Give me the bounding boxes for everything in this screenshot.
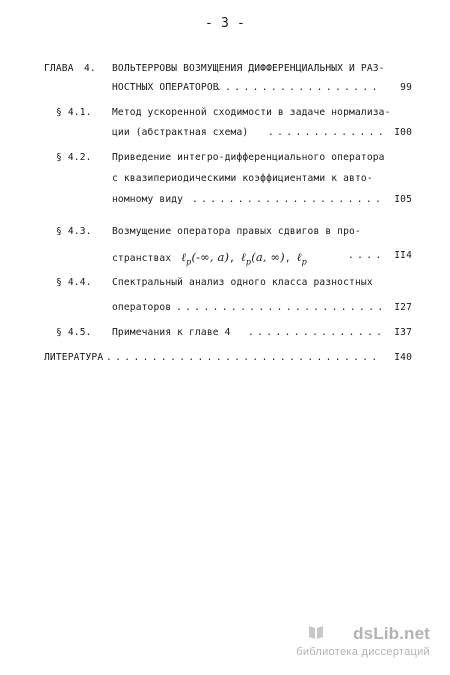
toc-leader-dots: [106, 352, 382, 363]
watermark-tagline: библиотека диссертаций: [296, 646, 430, 658]
chapter-number: 4.: [84, 63, 96, 74]
section-title-line1: Возмущение оператора правых сдвигов в про-: [112, 226, 361, 237]
section-number: § 4.4.: [56, 277, 92, 288]
section-number: § 4.5.: [56, 327, 92, 338]
section-number: § 4.1.: [56, 107, 92, 118]
section-title-line1: Примечания к главе 4: [112, 327, 231, 338]
math-space-lp: ℓ$_p$: [296, 250, 307, 267]
section-title-line2: операторов: [112, 302, 172, 313]
book-logo-icon: [306, 622, 326, 642]
section-title-line2: странствах ℓ$_p$(-∞, a), ℓ$_p$(a, ∞), ℓ$_p$: [112, 250, 307, 267]
watermark-logo: dsLib.net: [353, 624, 430, 643]
section-page: I37: [394, 327, 412, 338]
toc-leader-dots: [176, 302, 382, 313]
section-title-line1: Спектральный анализ одного класса разностных: [112, 277, 373, 288]
math-space-lp-neg: ℓ$_p$(-∞, a): [181, 250, 230, 267]
page-number: - 3 -: [205, 16, 245, 31]
section-title-prefix: странствах: [112, 253, 172, 264]
section-number: § 4.2.: [56, 152, 92, 163]
toc-leader-dots: [268, 127, 382, 138]
section-page: I00: [394, 127, 412, 138]
section-title-line3: номному виду: [112, 194, 184, 205]
section-page: I27: [394, 302, 412, 313]
chapter-title-line2: НОСТНЫХ ОПЕРАТОРОВ: [112, 82, 219, 93]
section-page: I05: [394, 194, 412, 205]
chapter-label: ГЛАВА: [44, 63, 74, 74]
section-number: § 4.3.: [56, 226, 92, 237]
toc-leader-dots: [192, 194, 382, 205]
section-title-line1: Приведение интегро-дифференциального оператора: [112, 152, 385, 163]
section-title-line2: ции (абстрактная схема): [112, 127, 249, 138]
section-title-line2: с квазипериодическими коэффициентами к авто-: [112, 173, 373, 184]
math-space-lp-pos: ℓ$_p$(a, ∞): [240, 250, 285, 267]
toc-leader-dots: [248, 327, 382, 338]
toc-leader-dots: [216, 82, 382, 93]
references-label: ЛИТЕРАТУРА: [44, 352, 104, 363]
section-page: II4: [394, 250, 412, 261]
chapter-title-line1: ВОЛЬТЕРРОВЫ ВОЗМУЩЕНИЯ ДИФФЕРЕНЦИАЛЬНЫХ И РАЗ-: [112, 63, 385, 74]
toc-leader-dots: [348, 250, 382, 261]
chapter-page: 99: [400, 82, 412, 93]
references-page: I40: [394, 352, 412, 363]
section-title-line1: Метод ускоренной сходимости в задаче нормализа-: [112, 107, 391, 118]
